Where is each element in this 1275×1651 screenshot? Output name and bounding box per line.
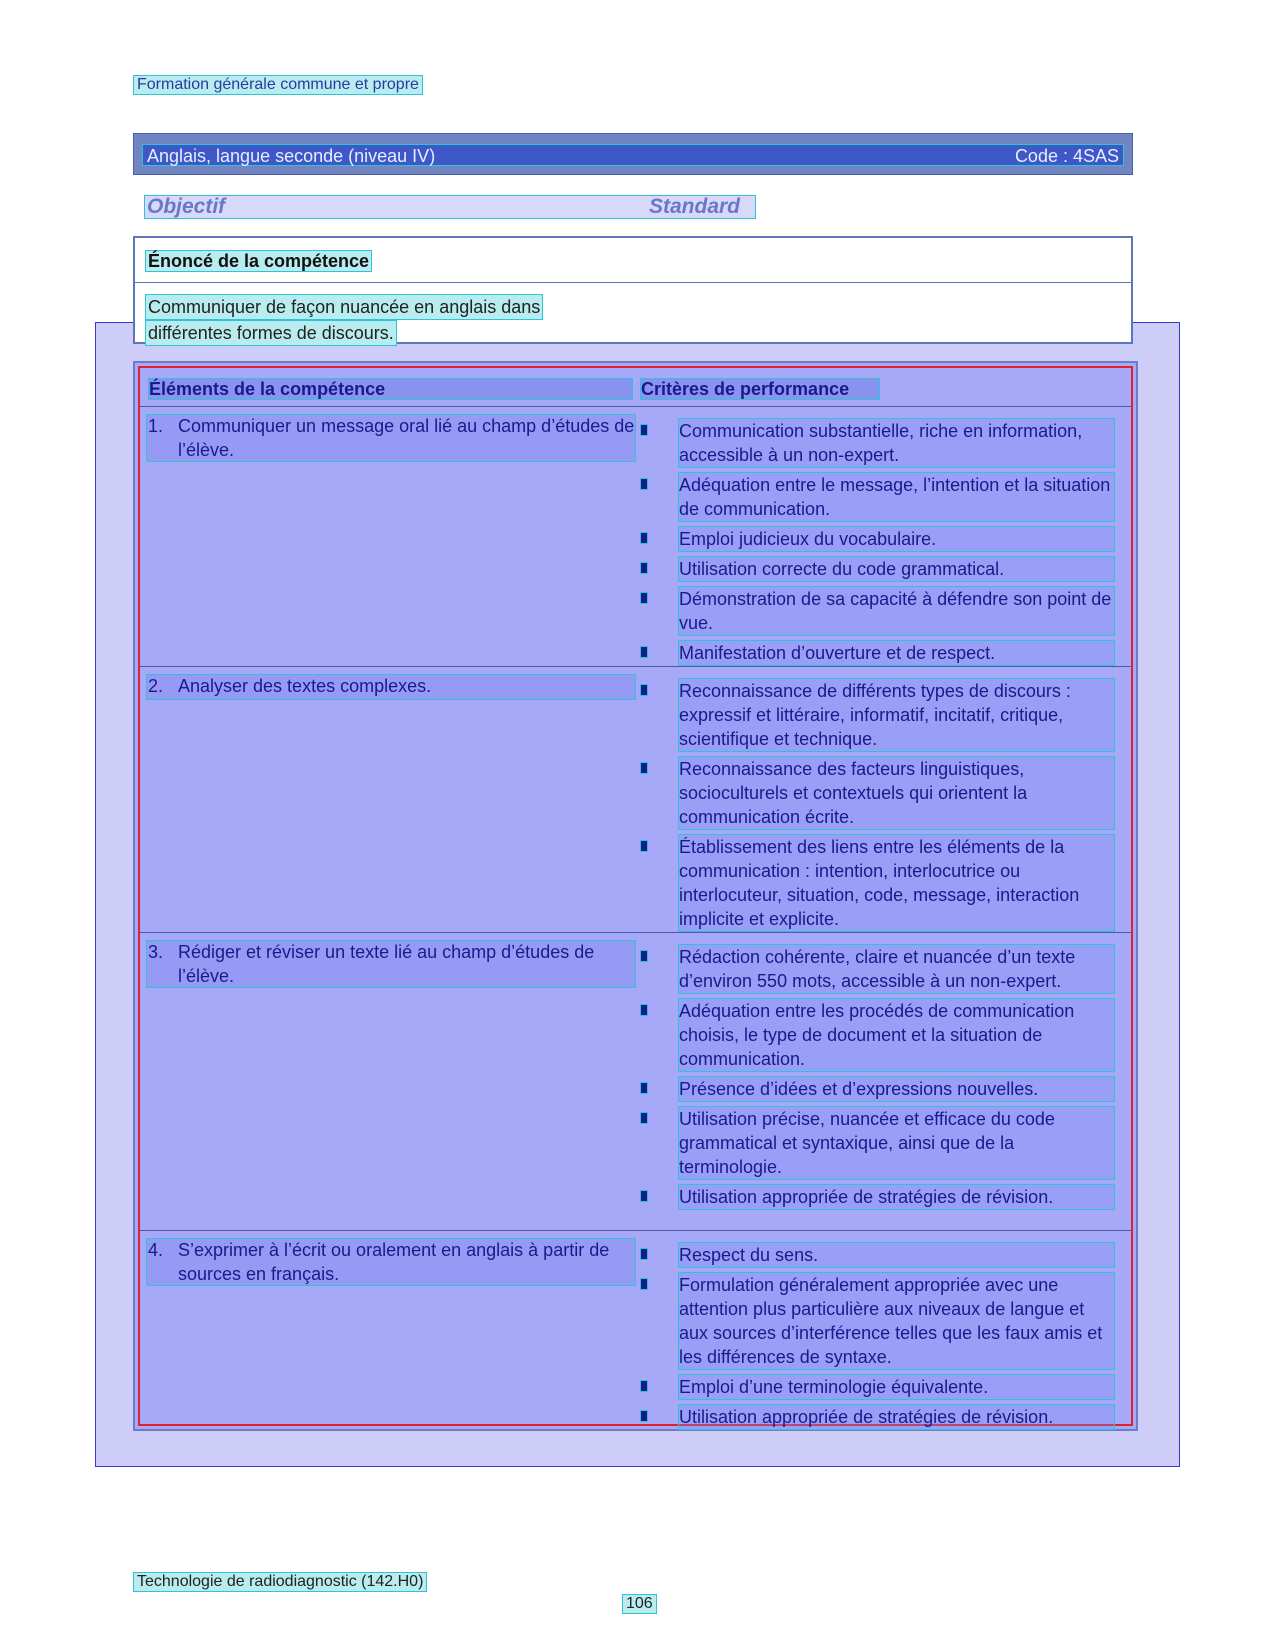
element-number: 1.: [148, 416, 164, 436]
competency-statement-line: Communiquer de façon nuancée en anglais dans: [145, 294, 543, 320]
row-divider: [140, 666, 1131, 667]
criteria-list: [640, 678, 1115, 936]
criterion-text: Respect du sens.: [678, 1242, 1115, 1268]
header-divider: [140, 406, 1131, 407]
element-number: 2.: [148, 676, 164, 696]
list-item: [640, 678, 1115, 752]
element-text: Rédiger et réviser un texte lié au champ d’études de l’élève.: [178, 942, 595, 986]
bullet-icon: [640, 478, 648, 490]
course-code: Code : 4SAS: [1014, 146, 1119, 166]
list-item: [640, 640, 1115, 666]
bullet-icon: [640, 1112, 648, 1124]
bullet-icon: [640, 684, 648, 696]
bullet-icon: [640, 762, 648, 774]
criterion-text: Utilisation précise, nuancée et efficace du code grammatical et syntaxique, ainsi que de la terminologie.: [678, 1106, 1115, 1180]
list-item: [640, 998, 1115, 1072]
bullet-icon: [640, 424, 648, 436]
criterion-text: Rédaction cohérente, claire et nuancée d’un texte d’environ 550 mots, accessible à un non-expert.: [678, 944, 1115, 994]
criterion-text: Utilisation correcte du code grammatical.: [678, 556, 1115, 582]
list-item: [640, 834, 1115, 932]
element-text: Analyser des textes complexes.: [178, 676, 432, 696]
bullet-icon: [640, 562, 648, 574]
divider: [135, 282, 1131, 283]
competency-statement-text: [145, 294, 595, 346]
list-item: [640, 1106, 1115, 1180]
footer-program: Technologie de radiodiagnostic (142.H0): [133, 1572, 427, 1592]
element-text: S’exprimer à l’écrit ou oralement en anglais à partir de sources en français.: [178, 1240, 610, 1284]
competency-statement-box: [133, 236, 1133, 344]
list-item: [640, 526, 1115, 552]
bullet-icon: [640, 1380, 648, 1392]
list-item: [640, 418, 1115, 468]
bullet-icon: [640, 840, 648, 852]
bullet-icon: [640, 950, 648, 962]
bullet-icon: [640, 1248, 648, 1260]
element-cell: [148, 414, 638, 462]
criterion-text: Communication substantielle, riche en information, accessible à un non-expert.: [678, 418, 1115, 468]
criteria-list: [640, 418, 1115, 670]
criterion-text: Formulation généralement appropriée avec une attention plus particulière aux niveaux de langue et aux sources d’interférence telles que les faux amis et les différences de syntaxe.: [678, 1272, 1115, 1370]
criterion-text: Reconnaissance de différents types de discours : expressif et littéraire, informatif, incitatif, critique, scientifique et technique.: [678, 678, 1115, 752]
list-item: [640, 1076, 1115, 1102]
criterion-text: Emploi d’une terminologie équivalente.: [678, 1374, 1115, 1400]
criteria-list: [640, 1242, 1115, 1434]
list-item: [640, 586, 1115, 636]
row-divider: [140, 932, 1131, 933]
list-item: [640, 1374, 1115, 1400]
competency-statement-heading: Énoncé de la compétence: [145, 250, 372, 272]
objectif-label: Objectif: [147, 195, 226, 218]
course-header-bar: [133, 133, 1133, 175]
criterion-text: Utilisation appropriée de stratégies de révision.: [678, 1184, 1115, 1210]
list-item: [640, 1404, 1115, 1430]
criterion-text: Établissement des liens entre les éléments de la communication : intention, interlocutrice ou interlocuteur, situation, code, message, interaction implicite et explicite.: [678, 834, 1115, 932]
objective-standard-band: [144, 195, 756, 219]
element-cell: [148, 674, 638, 698]
criterion-text: Présence d’idées et d’expressions nouvelles.: [678, 1076, 1115, 1102]
criterion-text: Emploi judicieux du vocabulaire.: [678, 526, 1115, 552]
criterion-text: Reconnaissance des facteurs linguistiques, socioculturels et contextuels qui orientent la communication écrite.: [678, 756, 1115, 830]
criterion-text: Adéquation entre les procédés de communication choisis, le type de document et la situation de communication.: [678, 998, 1115, 1072]
bullet-icon: [640, 1190, 648, 1202]
bullet-icon: [640, 1410, 648, 1422]
criterion-text: Utilisation appropriée de stratégies de révision.: [678, 1404, 1115, 1430]
column-header-criteria: Critères de performance: [640, 378, 880, 400]
running-head: Formation générale commune et propre: [133, 75, 423, 95]
list-item: [640, 944, 1115, 994]
list-item: [640, 756, 1115, 830]
list-item: [640, 1242, 1115, 1268]
competency-table-frame: [138, 366, 1133, 1426]
criterion-text: Adéquation entre le message, l’intention et la situation de communication.: [678, 472, 1115, 522]
course-title: Anglais, langue seconde (niveau IV): [147, 146, 436, 166]
row-divider: [140, 1230, 1131, 1231]
element-number: 4.: [148, 1240, 164, 1260]
competency-statement-line: différentes formes de discours.: [145, 320, 397, 346]
column-header-elements: Éléments de la compétence: [148, 378, 633, 400]
course-header-inner: [142, 144, 1124, 166]
competency-table: [133, 361, 1138, 1431]
bullet-icon: [640, 1004, 648, 1016]
bullet-icon: [640, 1278, 648, 1290]
criterion-text: Démonstration de sa capacité à défendre son point de vue.: [678, 586, 1115, 636]
bullet-icon: [640, 1082, 648, 1094]
list-item: [640, 1184, 1115, 1210]
element-text: Communiquer un message oral lié au champ d’études de l’élève.: [178, 416, 635, 460]
element-number: 3.: [148, 942, 164, 962]
bullet-icon: [640, 532, 648, 544]
criteria-list: [640, 944, 1115, 1214]
bullet-icon: [640, 592, 648, 604]
list-item: [640, 556, 1115, 582]
list-item: [640, 472, 1115, 522]
element-cell: [148, 940, 638, 988]
standard-label: Standard: [649, 195, 741, 218]
bullet-icon: [640, 646, 648, 658]
list-item: [640, 1272, 1115, 1370]
element-cell: [148, 1238, 638, 1286]
criterion-text: Manifestation d’ouverture et de respect.: [678, 640, 1115, 666]
page-number: 106: [622, 1594, 657, 1614]
